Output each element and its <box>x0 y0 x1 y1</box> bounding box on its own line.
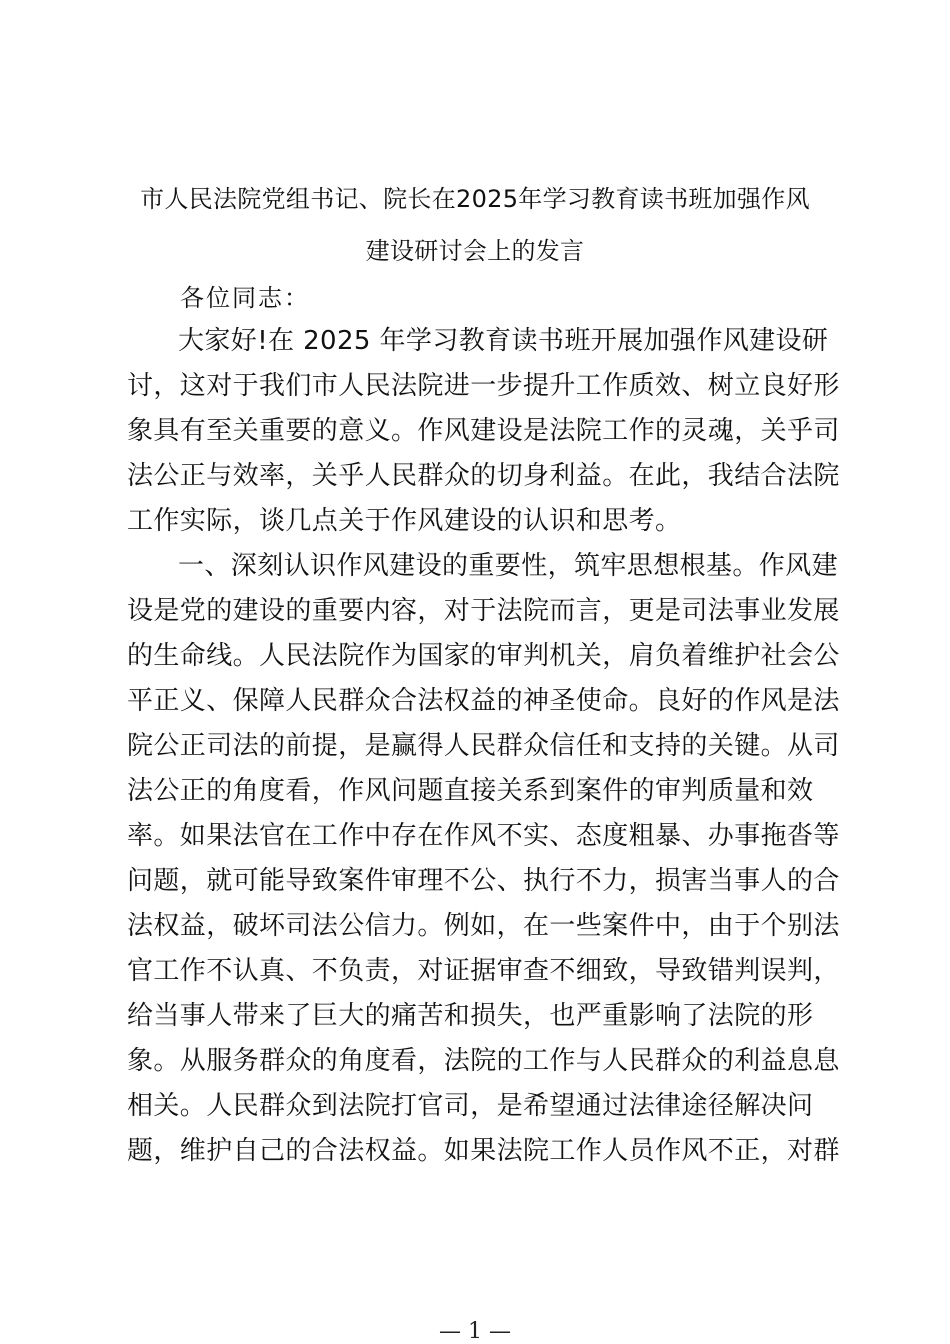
salutation: 各位同志： <box>180 284 310 312</box>
body-line: 设是党的建设的重要内容，对于法院而言，更是司法事业发展 <box>127 596 840 626</box>
body-line: 的生命线。人民法院作为国家的审判机关，肩负着维护社会公 <box>127 641 840 671</box>
body-line: 率。如果法官在工作中存在作风不实、态度粗暴、办事拖沓等 <box>127 821 840 851</box>
body-line: 大家好!在 2025 年学习教育读书班开展加强作风建设研 <box>178 326 829 356</box>
body-line: 官工作不认真、不负责，对证据审查不细致，导致错判误判， <box>127 956 840 986</box>
document-title-line-2: 建设研讨会上的发言 <box>365 237 585 265</box>
body-line: 给当事人带来了巨大的痛苦和损失，也严重影响了法院的形 <box>127 1001 814 1031</box>
body-line: 院公正司法的前提，是赢得人民群众信任和支持的关键。从司 <box>127 731 840 761</box>
document-title-line-1: 市人民法院党组书记、院长在2025年学习教育读书班加强作风 <box>140 185 810 213</box>
body-line: 讨，这对于我们市人民法院进一步提升工作质效、树立良好形 <box>127 371 840 401</box>
body-line: 题，维护自己的合法权益。如果法院工作人员作风不正，对群 <box>127 1136 840 1166</box>
body-line: 一、深刻认识作风建设的重要性，筑牢思想根基。作风建 <box>178 551 839 581</box>
body-line: 法公正的角度看，作风问题直接关系到案件的审判质量和效 <box>127 776 814 806</box>
body-line: 平正义、保障人民群众合法权益的神圣使命。良好的作风是法 <box>127 686 840 716</box>
body-line: 工作实际，谈几点关于作风建设的认识和思考。 <box>127 506 682 536</box>
body-line: 象具有至关重要的意义。作风建设是法院工作的灵魂，关乎司 <box>127 416 840 446</box>
body-line: 法权益，破坏司法公信力。例如，在一些案件中，由于个别法 <box>127 911 840 941</box>
body-line: 象。从服务群众的角度看，法院的工作与人民群众的利益息息 <box>127 1046 840 1076</box>
body-line: 相关。人民群众到法院打官司，是希望通过法律途径解决问 <box>127 1091 814 1121</box>
body-line: 问题，就可能导致案件审理不公、执行不力，损害当事人的合 <box>127 866 840 896</box>
body-line: 法公正与效率，关乎人民群众的切身利益。在此，我结合法院 <box>127 461 840 491</box>
page-number: — 1 — <box>439 1319 511 1344</box>
